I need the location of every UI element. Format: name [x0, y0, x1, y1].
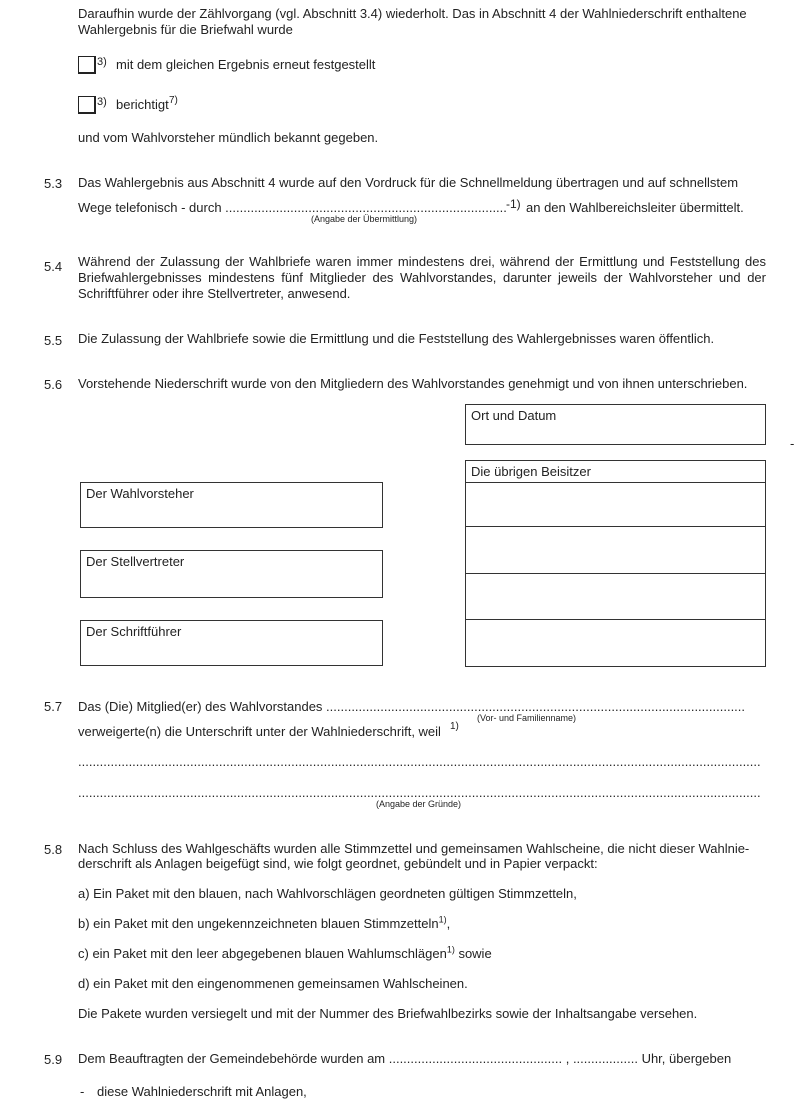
intro-line2: Wahlergebnis für die Briefwahl wurde: [78, 22, 293, 37]
section-number-5-5: 5.5: [44, 333, 63, 348]
secretary-label: Der Schriftführer: [86, 624, 182, 639]
opt2-label: berichtigt: [116, 97, 169, 112]
checkbox-same-result[interactable]: [78, 56, 96, 74]
margin-mark: -: [790, 436, 795, 451]
section-number-5-3: 5.3: [44, 176, 63, 191]
s57-caption-name: (Vor- und Familienname): [477, 713, 577, 723]
section-number-5-7: 5.7: [44, 699, 63, 714]
s58-item-d: d) ein Paket mit den eingenommenen gemeinsamen Wahlscheinen.: [78, 976, 468, 991]
s55-text: Die Zulassung der Wahlbriefe sowie die Ermittlung und die Feststellung des Wahlergebnisses waren öffentlich.: [78, 331, 715, 346]
s58-item-b: b) ein Paket mit den ungekennzeichneten blauen Stimmzetteln$^{1)}$,: [78, 914, 451, 931]
s53-footnote: -1): [506, 197, 521, 211]
intro-closing: und vom Wahlvorsteher mündlich bekannt gegeben.: [78, 130, 379, 145]
deputy-signature-field[interactable]: [80, 550, 383, 598]
section-number-5-4: 5.4: [44, 259, 63, 274]
s58-item-a: a) Ein Paket mit den blauen, nach Wahlvorschlägen geordneten gültigen Stimmzetteln,: [78, 886, 577, 901]
section-number-5-9: 5.9: [44, 1052, 63, 1067]
chair-signature-field[interactable]: [80, 482, 383, 528]
s59-item1: diese Wahlniederschrift mit Anlagen,: [97, 1084, 307, 1099]
s59-dash: -: [80, 1084, 85, 1099]
s57-caption-reasons: (Angabe der Gründe): [376, 799, 462, 809]
s57-reason-line-2: .............................................................................................................................................................................................: [78, 785, 761, 800]
s53-transmission-field: Wege telefonisch - durch ..............................................................................: [78, 200, 507, 215]
deputy-label: Der Stellvertreter: [86, 554, 185, 569]
assessors-box: [465, 460, 766, 667]
opt1-sup: 3): [97, 56, 107, 68]
assessor-signature-3[interactable]: [466, 574, 765, 620]
section-number-5-6: 5.6: [44, 377, 63, 392]
secretary-signature-field[interactable]: [80, 620, 383, 666]
assessors-label: Die übrigen Beisitzer: [471, 464, 591, 479]
s58-item-c: c) ein Paket mit den leer abgegebenen blauen Wahlumschlägen$^{1)}$ sowie: [78, 944, 492, 961]
s58-line2: derschrift als Anlagen beigefügt sind, wie folgt geordnet, gebündelt und in Papier verpackt:: [78, 856, 598, 871]
section-number-5-8: 5.8: [44, 842, 63, 857]
opt2-sup: 3): [97, 96, 107, 108]
s59-line1: Dem Beauftragten der Gemeindebehörde wurden am ................................................ , .................. Uhr, übergeben: [78, 1051, 732, 1066]
assessor-signature-4[interactable]: [466, 620, 765, 665]
s57-reason-line-1: .............................................................................................................................................................................................: [78, 754, 761, 769]
s57-footnote: 1): [450, 721, 459, 732]
assessor-signature-2[interactable]: [466, 527, 765, 574]
assessors-header: [466, 461, 765, 483]
opt1-label: mit dem gleichen Ergebnis erneut festgestellt: [116, 57, 376, 72]
s57-line2: verweigerte(n) die Unterschrift unter der Wahlniederschrift, weil: [78, 724, 441, 739]
s53-line1: Das Wahlergebnis aus Abschnitt 4 wurde auf den Vordruck für die Schnellmeldung übertragen und auf schnellstem: [78, 175, 739, 190]
chair-label: Der Wahlvorsteher: [86, 486, 194, 501]
place-date-field[interactable]: [465, 404, 766, 445]
s56-text: Vorstehende Niederschrift wurde von den Mitgliedern des Wahlvorstandes genehmigt und von ihnen unterschrieben.: [78, 376, 748, 391]
intro-line1: Daraufhin wurde der Zählvorgang (vgl. Abschnitt 3.4) wiederholt. Das in Abschnitt 4 der Wahlniederschrift enthaltene: [78, 6, 747, 21]
s53-caption: (Angabe der Übermittlung): [311, 214, 418, 224]
checkbox-corrected[interactable]: [78, 96, 96, 114]
s58-closing: Die Pakete wurden versiegelt und mit der Nummer des Briefwahlbezirks sowie der Inhaltsangabe versehen.: [78, 1006, 698, 1021]
assessor-signature-1[interactable]: [466, 483, 765, 527]
s58-line1: Nach Schluss des Wahlgeschäfts wurden alle Stimmzettel und gemeinsamen Wahlscheine, die nicht dieser Wahlnie-: [78, 841, 750, 856]
s53-line2-end: an den Wahlbereichsleiter übermittelt.: [526, 200, 744, 215]
s54-text: Während der Zulassung der Wahlbriefe waren immer mindestens drei, während der Ermittlung und Feststellung des Briefwahlergebnisses mindestens fünf Mitglieder des Wahlvorstandes, darunter jeweils der Wahlvorsteher und der Schriftführer oder ihre Stellvertreter, anwesend.: [78, 254, 766, 301]
s57-member-name-field: Das (Die) Mitglied(er) des Wahlvorstandes ....................................................................................................................: [78, 699, 746, 714]
opt2-footnote: 7): [169, 95, 178, 106]
place-date-label: Ort und Datum: [471, 408, 557, 423]
